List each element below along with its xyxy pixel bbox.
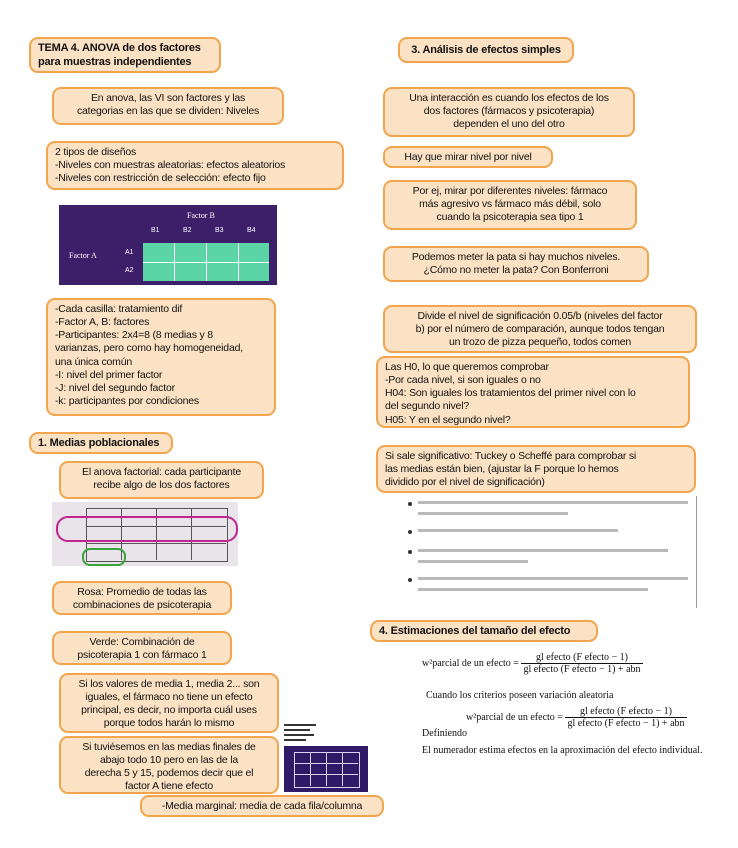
formula-numerator-2: gl efecto (F efecto − 1) <box>565 706 686 718</box>
factor-b-label: Factor B <box>187 211 215 220</box>
level-by-level-line: Hay que mirar nivel por nivel <box>404 151 532 163</box>
example-line: más agresivo vs fármaco más débil, solo <box>419 198 601 211</box>
level-by-level-note <box>383 146 553 168</box>
col-b4: B4 <box>247 227 256 234</box>
rosa-note <box>52 581 232 615</box>
formula-label-text: Definiendo <box>422 728 467 739</box>
intro-line: En anova, las VI son factores y las <box>90 92 246 104</box>
cells-note <box>46 298 276 416</box>
cells-line: una única común <box>55 355 132 368</box>
example-note <box>383 180 637 230</box>
same-values-line: principal, es decir, no importa cuál uses <box>81 704 257 717</box>
rosa-line: Rosa: Promedio de todas las <box>77 586 207 598</box>
cells-line: varianzas, pero como hay homogeneidad, <box>55 342 243 355</box>
tukey-line: Si sale significativo: Tuckey o Scheffé para comprobar si <box>385 450 637 462</box>
factorial-line: El anova factorial: cada participante <box>82 466 241 478</box>
factor-table-image <box>59 205 277 285</box>
cells-line: -Participantes: 2x4=8 (8 medias y 8 <box>55 329 213 342</box>
hypotheses-line: del segundo nivel? <box>385 400 469 413</box>
col-b1: B1 <box>151 227 160 234</box>
marginal-note <box>140 795 384 817</box>
marginal-means-image <box>280 722 370 794</box>
formula-lhs: w²parcial de un efecto = <box>422 657 519 669</box>
formula-note <box>426 690 613 701</box>
intro-line: categorias en las que se dividen: Niveles <box>76 105 260 118</box>
divide-note <box>383 305 697 353</box>
designs-line: -Niveles con muestras aleatorias: efectos aleatorios <box>55 159 286 172</box>
same-values-line: iguales, el fármaco no tiene un efecto <box>85 691 253 704</box>
rosa-line: combinaciones de psicoterapia <box>72 599 212 612</box>
formula-bottom-text: El numerador estima efectos en la aproximación del efecto individual. <box>422 745 703 756</box>
designs-note <box>46 141 344 190</box>
topic-title-line: TEMA 4. ANOVA de dos factores <box>38 42 201 54</box>
intro-note <box>52 87 284 125</box>
effect-size-formula-2 <box>466 706 687 729</box>
designs-line: -Niveles con restricción de selección: efecto fijo <box>55 172 266 185</box>
hypotheses-note <box>376 356 690 428</box>
example-line: Por ej, mirar por diferentes niveles: fármaco <box>412 185 608 197</box>
hypotheses-line: H04: Son iguales los tratamientos del primer nivel con lo <box>385 387 636 400</box>
if-we-had-note <box>59 736 279 794</box>
section-1-label: 1. Medias poblacionales <box>38 437 160 449</box>
hypotheses-line: Las H0, lo que queremos comprobar <box>385 361 549 373</box>
formula-denominator: gl efecto (F efecto − 1) + abn <box>523 664 641 675</box>
section-4-label: 4. Estimaciones del tamaño del efecto <box>379 625 571 637</box>
formula-lhs-2: w²parcial de un efecto = <box>466 711 563 723</box>
interaction-line: Una interacción es cuando los efectos de los <box>409 92 609 104</box>
formula-bottom-note <box>422 745 702 756</box>
topic-title <box>29 37 221 73</box>
means-table-photo <box>52 502 238 566</box>
green-grid <box>143 243 269 281</box>
hypotheses-line: -Por cada nivel, si son iguales o no <box>385 374 541 387</box>
verde-line: psicoterapia 1 con fármaco 1 <box>77 649 207 662</box>
interaction-line: dos factores (fármacos y psicoterapia) <box>423 105 595 118</box>
bonferroni-line: Podemos meter la pata si hay muchos niveles. <box>411 251 621 263</box>
same-values-line: Si los valores de media 1, media 2... son <box>78 678 260 690</box>
tukey-note <box>376 445 696 493</box>
same-values-note <box>59 673 279 733</box>
formula-fraction-2 <box>565 706 686 729</box>
formula-denominator-2: gl efecto (F efecto − 1) + abn <box>567 718 685 729</box>
section-1-title <box>29 432 173 454</box>
factorial-line: recibe algo de los dos factores <box>93 479 230 492</box>
verde-line: Verde: Combinación de <box>89 636 195 648</box>
factorial-note <box>59 461 264 499</box>
section-3-title <box>398 37 574 63</box>
divide-line: Divide el nivel de significación 0.05/b (niveles del factor <box>417 310 663 322</box>
bonferroni-line: ¿Cómo no meter la pata? Con Bonferroni <box>423 264 609 277</box>
verde-note <box>52 631 232 665</box>
row-a1: A1 <box>125 249 134 256</box>
formula-note-text: Cuando los criterios poseen variación aleatoria <box>426 690 614 701</box>
effect-size-formula <box>422 652 643 675</box>
if-we-had-line: Si tuviésemos en las medias finales de <box>82 741 256 753</box>
formula-fraction <box>521 652 642 675</box>
cells-line: -Factor A, B: factores <box>55 316 150 329</box>
cells-line: -I: nivel del primer factor <box>55 368 163 381</box>
col-b2: B2 <box>183 227 192 234</box>
example-line: cuando la psicoterapia sea tipo 1 <box>436 211 584 224</box>
formula-label <box>422 728 467 739</box>
bullet-list-image <box>400 496 700 608</box>
cells-line: -k: participantes por condiciones <box>55 394 199 407</box>
interaction-line: dependen el uno del otro <box>453 118 565 131</box>
if-we-had-line: abajo todo 10 pero en las de la <box>100 754 238 767</box>
col-b3: B3 <box>215 227 224 234</box>
section-4-title <box>370 620 598 642</box>
divide-line: un trozo de pizza pequeño, todos comen <box>448 336 632 349</box>
cells-line: -Cada casilla: tratamiento dif <box>55 303 183 315</box>
hypotheses-line: H05: Y en el segundo nivel? <box>385 413 511 426</box>
tukey-line: dividido por el nivel de significación) <box>385 476 545 489</box>
same-values-line: porque todos harán lo mismo <box>103 717 235 730</box>
cells-line: -J: nivel del segundo factor <box>55 381 175 394</box>
if-we-had-line: factor A tiene efecto <box>124 780 214 793</box>
factor-a-label: Factor A <box>69 251 97 260</box>
marginal-line: -Media marginal: media de cada fila/columna <box>161 800 363 812</box>
tukey-line: las medias están bien, (ajustar la F porque lo hemos <box>385 463 619 476</box>
section-3-label: 3. Análisis de efectos simples <box>411 44 561 56</box>
if-we-had-line: derecha 5 y 15, podemos decir que el <box>84 767 254 780</box>
bonferroni-note <box>383 246 649 282</box>
row-a2: A2 <box>125 267 134 274</box>
topic-title-line: para muestras independientes <box>38 55 192 68</box>
interaction-note <box>383 87 635 137</box>
divide-line: b) por el número de comparación, aunque todos tengan <box>415 323 665 336</box>
designs-line: 2 tipos de diseños <box>55 146 137 158</box>
formula-numerator: gl efecto (F efecto − 1) <box>521 652 642 664</box>
